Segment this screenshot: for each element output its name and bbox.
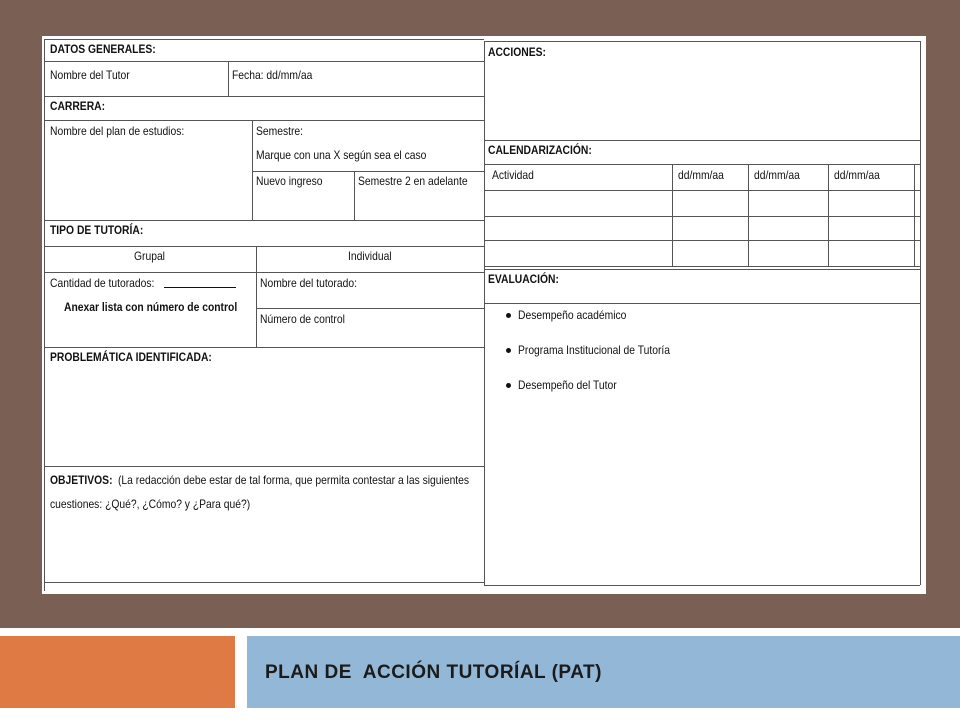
calendarizacion-heading: CALENDARIZACIÓN: — [488, 143, 592, 157]
grupal-label: Grupal — [134, 249, 165, 263]
datos-generales-heading: DATOS GENERALES: — [50, 42, 156, 56]
bullet-icon — [506, 348, 511, 353]
evaluacion-item: Desempeño académico — [518, 308, 627, 322]
footer-separator — [0, 628, 960, 636]
objetivos-instructions-2: cuestiones: ¿Qué?, ¿Cómo? y ¿Para qué?) — [50, 497, 251, 511]
calendar-header-date-1: dd/mm/aa — [678, 168, 724, 182]
semestre-2-label: Semestre 2 en adelante — [358, 174, 468, 188]
tipo-tutoria-heading: TIPO DE TUTORÍA: — [50, 223, 144, 237]
nombre-plan-label: Nombre del plan de estudios: — [50, 124, 185, 138]
calendar-header-actividad: Actividad — [492, 168, 534, 182]
calendar-header-date-2: dd/mm/aa — [754, 168, 800, 182]
acciones-heading: ACCIONES: — [488, 45, 546, 59]
tutoring-form-image — [42, 36, 926, 594]
bullet-icon — [506, 313, 511, 318]
fecha-label: Fecha: dd/mm/aa — [232, 68, 313, 82]
nombre-tutorado-label: Nombre del tutorado: — [260, 276, 357, 290]
carrera-heading: CARRERA: — [50, 99, 106, 113]
calendar-header-date-3: dd/mm/aa — [834, 168, 880, 182]
evaluacion-item: Programa Institucional de Tutoría — [518, 343, 671, 357]
individual-label: Individual — [348, 249, 392, 263]
problematica-heading: PROBLEMÁTICA IDENTIFICADA: — [50, 350, 212, 364]
bullet-icon — [506, 383, 511, 388]
nuevo-ingreso-label: Nuevo ingreso — [256, 174, 323, 188]
form-grid — [42, 36, 926, 594]
evaluacion-item: Desempeño del Tutor — [518, 378, 617, 392]
nombre-tutor-label: Nombre del Tutor — [50, 68, 130, 82]
slide-title: PLAN DE ACCIÓN TUTORÍAL (PAT) — [265, 662, 602, 683]
objetivos-instructions-1: (La redacción debe estar de tal forma, que permita contestar a las siguientes — [118, 473, 470, 487]
semestre-instructions: Marque con una X según sea el caso — [256, 148, 427, 162]
footer-accent-block — [0, 636, 235, 708]
objetivos-heading: OBJETIVOS: — [50, 473, 113, 487]
footer-title-bar — [247, 636, 960, 708]
evaluacion-heading: EVALUACIÓN: — [488, 272, 559, 286]
numero-control-label: Número de control — [260, 312, 345, 326]
semestre-label: Semestre: — [256, 124, 304, 138]
cantidad-tutorados-label: Cantidad de tutorados: — [50, 276, 155, 290]
anexar-lista-note: Anexar lista con número de control — [64, 300, 238, 314]
